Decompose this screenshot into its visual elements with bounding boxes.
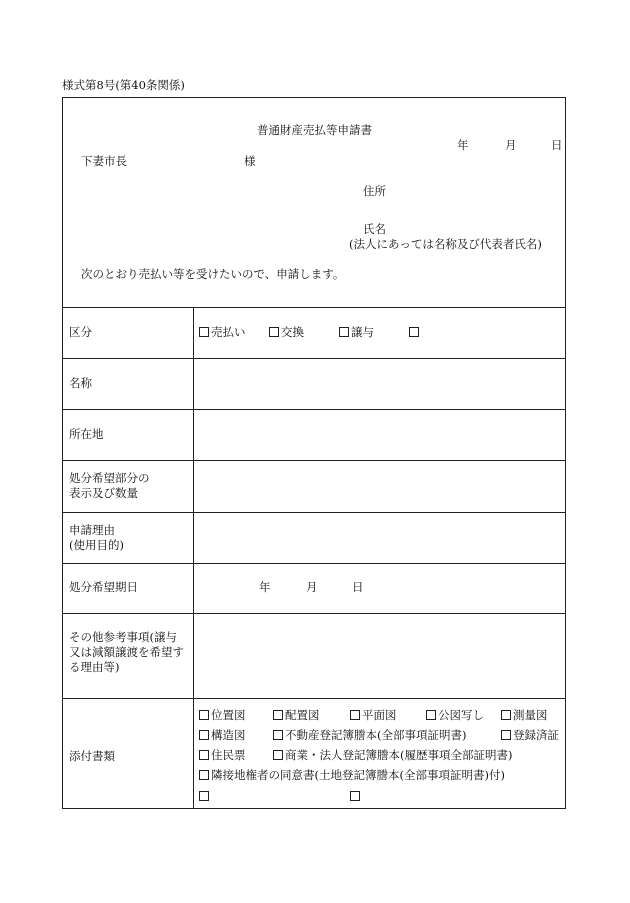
disposal-part-field[interactable] <box>195 463 563 509</box>
desired-date-label: 処分希望期日 <box>69 580 138 594</box>
checkbox-icon[interactable] <box>199 710 209 720</box>
date-day-label: 日 <box>551 138 563 152</box>
reason-field[interactable] <box>195 515 563 561</box>
addressee: 下妻市長 <box>81 154 127 168</box>
property-name-field[interactable] <box>195 310 563 356</box>
checkbox-icon[interactable] <box>350 710 360 720</box>
application-form <box>62 97 566 809</box>
attachment-floor-plan[interactable]: 平面図 <box>350 710 397 722</box>
checkbox-icon[interactable] <box>199 770 209 780</box>
attachment-registration-certificate[interactable]: 登録済証 <box>501 730 559 742</box>
checkbox-icon[interactable] <box>273 710 283 720</box>
location-field[interactable] <box>195 412 563 458</box>
name-note: (法人にあっては名称及び代表者氏名) <box>349 237 542 251</box>
checkbox-icon[interactable] <box>273 730 283 740</box>
checkbox-icon[interactable] <box>199 791 209 801</box>
checkbox-icon[interactable] <box>199 730 209 740</box>
location-label: 所在地 <box>69 427 104 441</box>
name-label: 氏名 <box>363 222 386 236</box>
checkbox-icon[interactable] <box>426 710 436 720</box>
attachment-real-estate-register[interactable]: 不動産登記簿謄本(全部事項証明書) <box>273 730 466 742</box>
desired-date-year: 年 <box>259 580 271 594</box>
checkbox-icon[interactable] <box>199 750 209 760</box>
checkbox-icon[interactable] <box>273 750 283 760</box>
other-notes-field[interactable] <box>195 616 563 696</box>
column-divider <box>193 307 194 808</box>
form-title: 普通財産売払等申請書 <box>257 123 372 137</box>
application-statement: 次のとおり売払い等を受けたいので、申請します。 <box>81 267 345 281</box>
attachment-layout-plan[interactable]: 配置図 <box>273 710 320 722</box>
disposal-part-label-2: 表示及び数量 <box>69 486 138 500</box>
desired-date-month: 月 <box>306 580 318 594</box>
row-divider <box>63 512 565 513</box>
attachment-survey-map[interactable]: 測量図 <box>501 710 548 722</box>
other-notes-label-2: 又は減額譲渡を希望す <box>69 645 184 659</box>
disposal-part-label-1: 処分希望部分の <box>69 471 150 485</box>
attachment-neighbor-consent[interactable]: 隣接地権者の同意書(土地登記簿謄本(全部事項証明書)付) <box>199 770 505 782</box>
checkbox-icon[interactable] <box>501 730 511 740</box>
category-option-transfer[interactable]: 譲与 <box>339 327 374 339</box>
checkbox-icon[interactable] <box>501 710 511 720</box>
row-divider <box>63 460 565 461</box>
honorific: 様 <box>244 154 256 168</box>
attachments-label: 添付書類 <box>69 749 115 763</box>
reason-label-1: 申請理由 <box>69 523 115 537</box>
category-option-exchange[interactable]: 交換 <box>269 327 304 339</box>
attachment-location-map[interactable]: 位置図 <box>199 710 246 722</box>
row-divider <box>63 563 565 564</box>
date-year-label: 年 <box>457 138 469 152</box>
other-notes-label-3: る理由等) <box>69 660 120 674</box>
category-option-sale[interactable]: 売払い <box>199 327 246 339</box>
row-divider <box>63 698 565 699</box>
attachment-cadastral-map[interactable]: 公図写し <box>426 710 484 722</box>
row-divider <box>63 358 565 359</box>
category-label: 区分 <box>69 325 92 339</box>
form-number: 様式第8号(第40条関係) <box>62 78 185 92</box>
address-label: 住所 <box>363 184 386 198</box>
attachment-resident-record[interactable]: 住民票 <box>199 750 246 762</box>
attachment-corporate-register[interactable]: 商業・法人登記簿謄本(履歴事項全部証明書) <box>273 750 512 762</box>
property-name-label: 名称 <box>69 376 92 390</box>
attachment-other-2[interactable] <box>350 791 362 803</box>
date-month-label: 月 <box>505 138 517 152</box>
other-notes-label-1: その他参考事項(譲与 <box>69 630 177 644</box>
row-divider <box>63 307 565 308</box>
attachment-other-1[interactable] <box>199 791 211 803</box>
attachment-structure-drawing[interactable]: 構造図 <box>199 730 246 742</box>
desired-date-day: 日 <box>352 580 364 594</box>
row-divider <box>63 409 565 410</box>
reason-label-2: (使用目的) <box>69 538 124 552</box>
row-divider <box>63 613 565 614</box>
checkbox-icon[interactable] <box>350 791 360 801</box>
